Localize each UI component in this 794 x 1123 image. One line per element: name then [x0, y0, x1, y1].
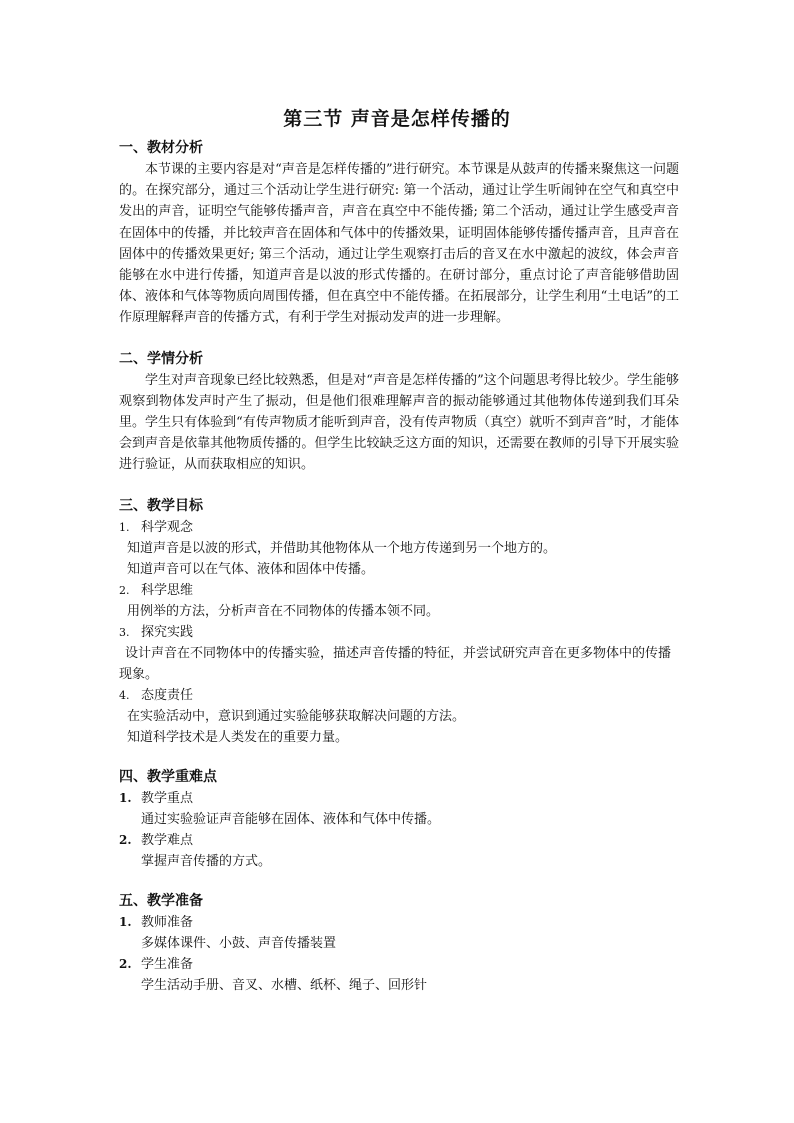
goal-line: 设计声音在不同物体中的传播实验，描述声音传播的特征，并尝试研究声音在更多物体中的传播现象。 — [119, 645, 672, 682]
key-point-number: 1. — [119, 790, 132, 805]
preparation-item — [119, 912, 679, 933]
document-title: 第三节 声音是怎样传播的 — [283, 108, 511, 130]
goal-item — [119, 685, 679, 706]
key-point-line: 通过实验验证声音能够在固体、液体和气体中传播。 — [141, 811, 441, 827]
key-point-item — [119, 830, 679, 851]
goal-number: 1. — [119, 520, 130, 534]
goal-line: 用例举的方法，分析声音在不同物体的传播本领不同。 — [127, 603, 440, 619]
goal-item — [119, 580, 679, 601]
document-body — [119, 138, 679, 996]
goal-number: 2. — [119, 583, 130, 597]
preparation-number: 1. — [119, 914, 132, 929]
preparation-label: 教师准备 — [141, 914, 194, 930]
goal-line: 知道科学技术是人类发在的重要力量。 — [127, 729, 349, 745]
goal-number: 3. — [119, 625, 130, 639]
goal-label: 态度责任 — [141, 687, 194, 703]
goal-item — [119, 622, 679, 643]
goal-label: 科学观念 — [141, 519, 194, 535]
section-heading-preparation: 五、教学准备 — [119, 892, 203, 909]
key-point-number: 2. — [119, 832, 132, 847]
goal-item — [119, 517, 679, 538]
section-paragraph-textbook-analysis: 本节课的主要内容是对“声音是怎样传播的”进行研究。本节课是从鼓声的传播来聚焦这一问题的。在探究部分，通过三个活动让学生进行研究: 第一个活动，通过让学生听闹钟在空气和真空中发出的声音，证明空气能够传播声音，声音在真空中不能传播; 第二个活动，通过让学生感受声音在固体中的传播，并比较声音在固体和气体中的传播效果，证明固体能够传播传播声音，且声音在固体中的传播效果更好; 第三个活动，通过让学生观察打击后的音叉在水中激起的波纹，体会声音能够在水中进行传播，知道声音是以波的形式传播的。在研讨部分，重点讨论了声音能够借助固体、液体和气体等物质向周围传播，但在真空中不能传播。在拓展部分，让学生利用“土电话”的工作原理解释声音的传播方式，有利于学生对振动发声的进一步理解。 — [119, 162, 679, 326]
key-point-line: 掌握声音传播的方式。 — [141, 853, 272, 869]
goal-label: 科学思维 — [141, 582, 194, 598]
preparation-line: 学生活动手册、音叉、水槽、纸杯、绳子、回形针 — [141, 977, 428, 993]
goal-line: 知道声音是以波的形式，并借助其他物体从一个地方传递到另一个地方的。 — [127, 540, 557, 556]
goal-line: 知道声音可以在气体、液体和固体中传播。 — [127, 561, 375, 577]
goal-line: 在实验活动中，意识到通过实验能够获取解决问题的方法。 — [127, 708, 466, 724]
key-point-label: 教学难点 — [141, 832, 194, 848]
key-point-label: 教学重点 — [141, 790, 194, 806]
preparation-line: 多媒体课件、小鼓、声音传播装置 — [141, 935, 337, 951]
key-point-item — [119, 788, 679, 809]
section-heading-key-points: 四、教学重难点 — [119, 768, 217, 785]
section-heading-textbook-analysis: 一、教材分析 — [119, 140, 203, 156]
goal-label: 探究实践 — [141, 624, 194, 640]
preparation-label: 学生准备 — [141, 956, 194, 972]
preparation-number: 2. — [119, 956, 132, 971]
preparation-item — [119, 954, 679, 975]
section-paragraph-student-analysis: 学生对声音现象已经比较熟悉，但是对“声音是怎样传播的”这个问题思考得比较少。学生能够观察到物体发声时产生了振动，但是他们很难理解声音的振动能够通过其他物体传递到我们耳朵里。学生只有体验到“有传声物质才能听到声音，没有传声物质（真空）就听不到声音”时，才能体会到声音是依靠其他物质传播的。但学生比较缺乏这方面的知识，还需要在教师的引导下开展实验进行验证，从而获取相应的知识。 — [119, 372, 679, 473]
section-heading-student-analysis: 二、学情分析 — [119, 350, 203, 367]
goal-number: 4. — [119, 688, 130, 702]
section-heading-teaching-goals: 三、教学目标 — [119, 497, 203, 514]
